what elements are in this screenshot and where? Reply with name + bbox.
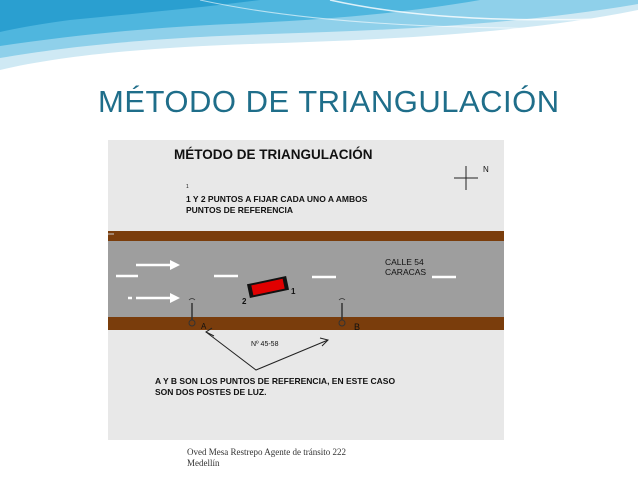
point-2-label: 2	[242, 297, 247, 306]
instruction-line-2: PUNTOS DE REFERENCIA	[186, 205, 294, 215]
reference-point-a-label: A	[201, 322, 207, 331]
sidewalk-top	[108, 231, 504, 241]
header-wave-decoration	[0, 0, 638, 80]
footer-author: Oved Mesa Restrepo Agente de tránsito 222	[187, 447, 346, 457]
point-1-label: 1	[291, 287, 296, 296]
sidewalk-bottom	[108, 317, 504, 330]
diagram-heading: MÉTODO DE TRIANGULACIÓN	[174, 147, 373, 162]
slide-footer	[187, 447, 346, 469]
slide-title: MÉTODO DE TRIANGULACIÓN	[98, 84, 560, 119]
small-number: 1	[186, 184, 189, 190]
street-name-line-2: CARACAS	[385, 267, 427, 277]
triangulation-diagram	[108, 140, 504, 440]
road	[108, 241, 504, 317]
address-label: Nº 45-58	[251, 341, 279, 348]
footer-city: Medellín	[187, 458, 220, 468]
note-line-1: A Y B SON LOS PUNTOS DE REFERENCIA, EN ESTE CASO	[155, 376, 396, 386]
street-name-line-1: CALLE 54	[385, 257, 424, 267]
north-label: N	[483, 165, 489, 174]
reference-point-b-label: B	[354, 322, 361, 332]
instruction-line-1: 1 Y 2 PUNTOS A FIJAR CADA UNO A AMBOS	[186, 194, 368, 204]
note-line-2: SON DOS POSTES DE LUZ.	[155, 387, 267, 397]
